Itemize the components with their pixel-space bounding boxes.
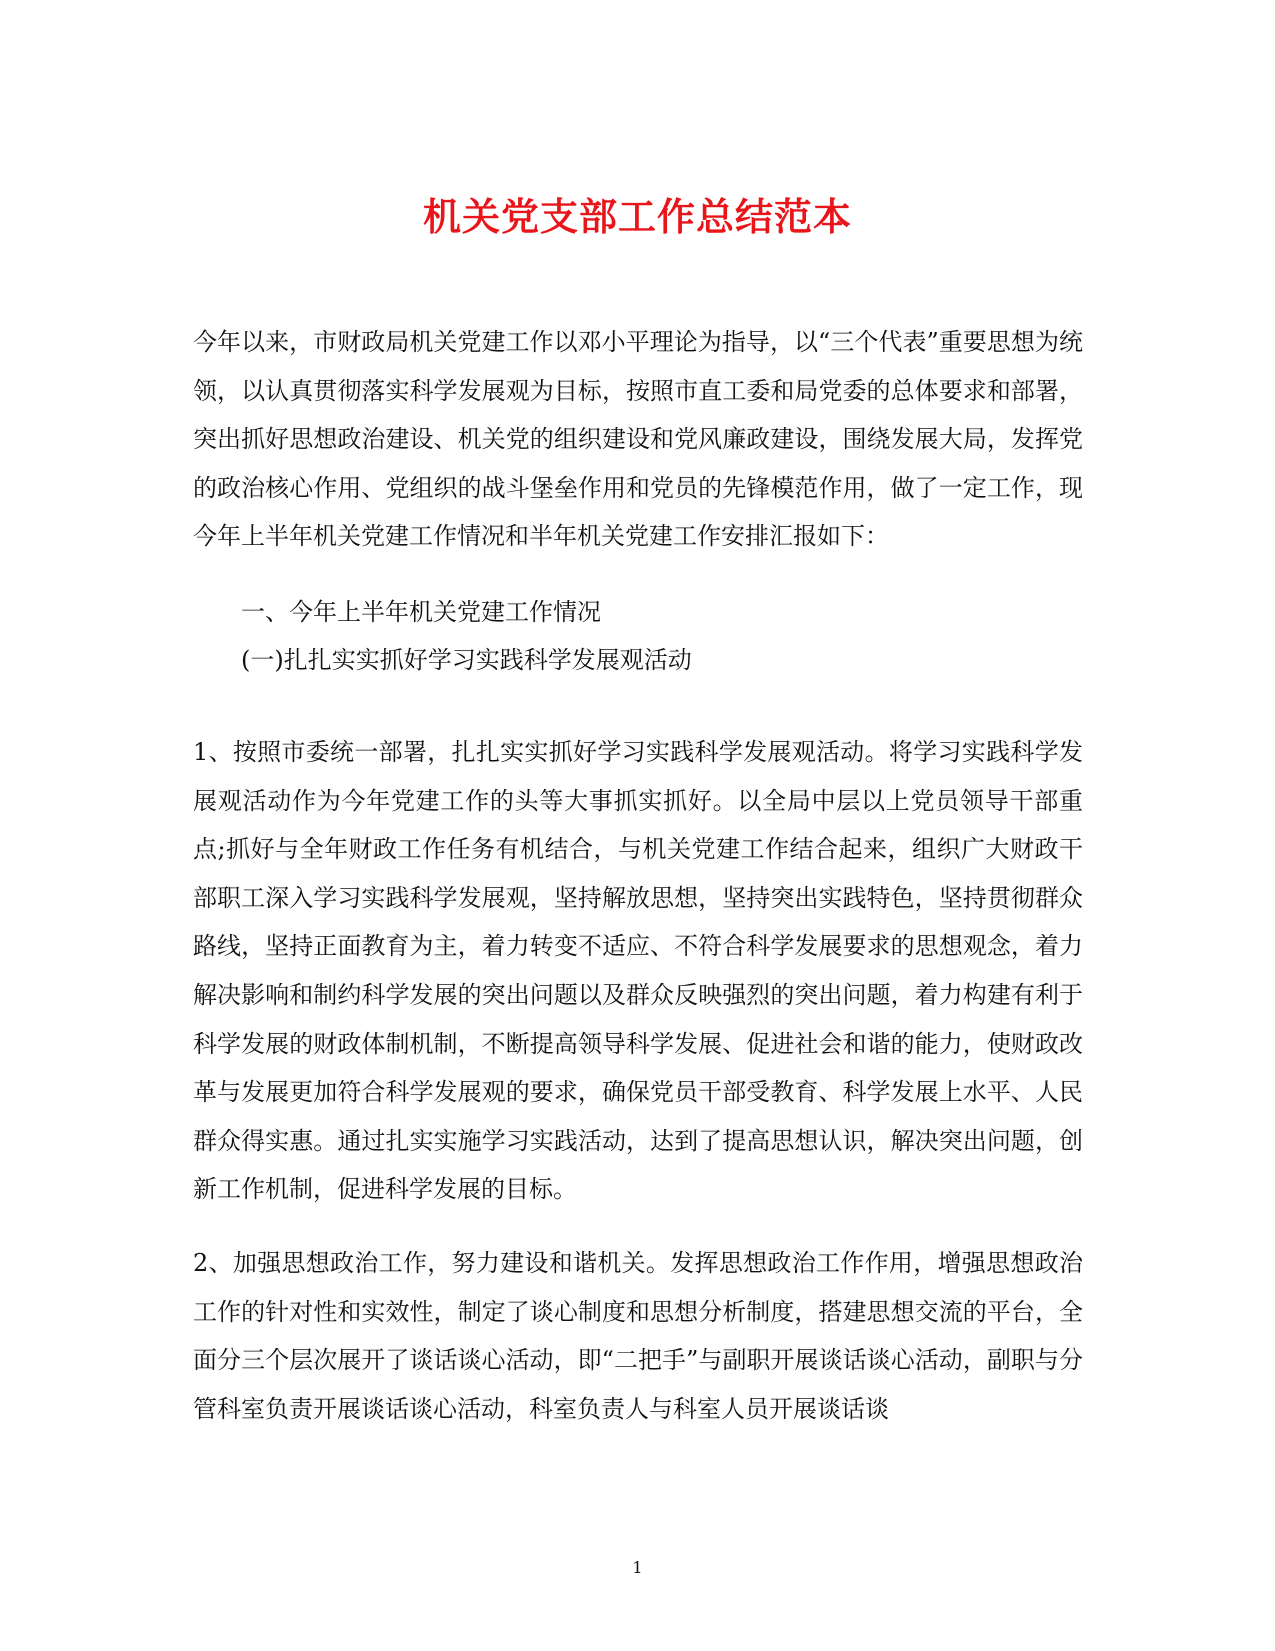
body-paragraph-1: 1、按照市委统一部署，扎扎实实抓好学习实践科学发展观活动。将学习实践科学发展观活动作为今年党建工作的头等大事抓实抓好。以全局中层以上党员领导干部重点;抓好与全年财政工作任务有机结合，与机关党建工作结合起来，组织广大财政干部职工深入学习实践科学发展观，坚持解放思想，坚持突出实践特色，坚持贯彻群众路线，坚持正面教育为主，着力转变不适应、不符合科学发展要求的思想观念，着力解决影响和制约科学发展的突出问题以及群众反映强烈的突出问题，着力构建有利于科学发展的财政体制机制，不断提高领导科学发展、促进社会和谐的能力，使财政改革与发展更加符合科学发展观的要求，确保党员干部受教育、科学发展上水平、人民群众得实惠。通过扎实实施学习实践活动，达到了提高思想认识，解决突出问题，创新工作机制，促进科学发展的目标。 [193,738,1083,1204]
intro-paragraph: 今年以来，市财政局机关党建工作以邓小平理论为指导，以“三个代表”重要思想为统领，以认真贯彻落实科学发展观为目标，按照市直工委和局党委的总体要求和部署，突出抓好思想政治建设、机关党的组织建设和党风廉政建设，围绕发展大局，发挥党的政治核心作用、党组织的战斗堡垒作用和党员的先锋模范作用，做了一定工作，现今年上半年机关党建工作情况和半年机关党建工作安排汇报如下： [193,328,1083,551]
document-title: 机关党支部工作总结范本 [422,194,852,240]
page-number: 1 [632,1558,643,1577]
section-heading: 一、今年上半年机关党建工作情况 [241,598,601,626]
body-paragraph-2: 2、加强思想政治工作，努力建设和谐机关。发挥思想政治工作作用，增强思想政治工作的针对性和实效性，制定了谈心制度和思想分析制度，搭建思想交流的平台，全面分三个层次展开了谈话谈心活动，即“二把手”与副职开展谈话谈心活动，副职与分管科室负责开展谈话谈心活动，科室负责人与科室人员开展谈话谈 [193,1249,1083,1423]
subsection-heading: (一)扎扎实实抓好学习实践科学发展观活动 [241,646,692,674]
